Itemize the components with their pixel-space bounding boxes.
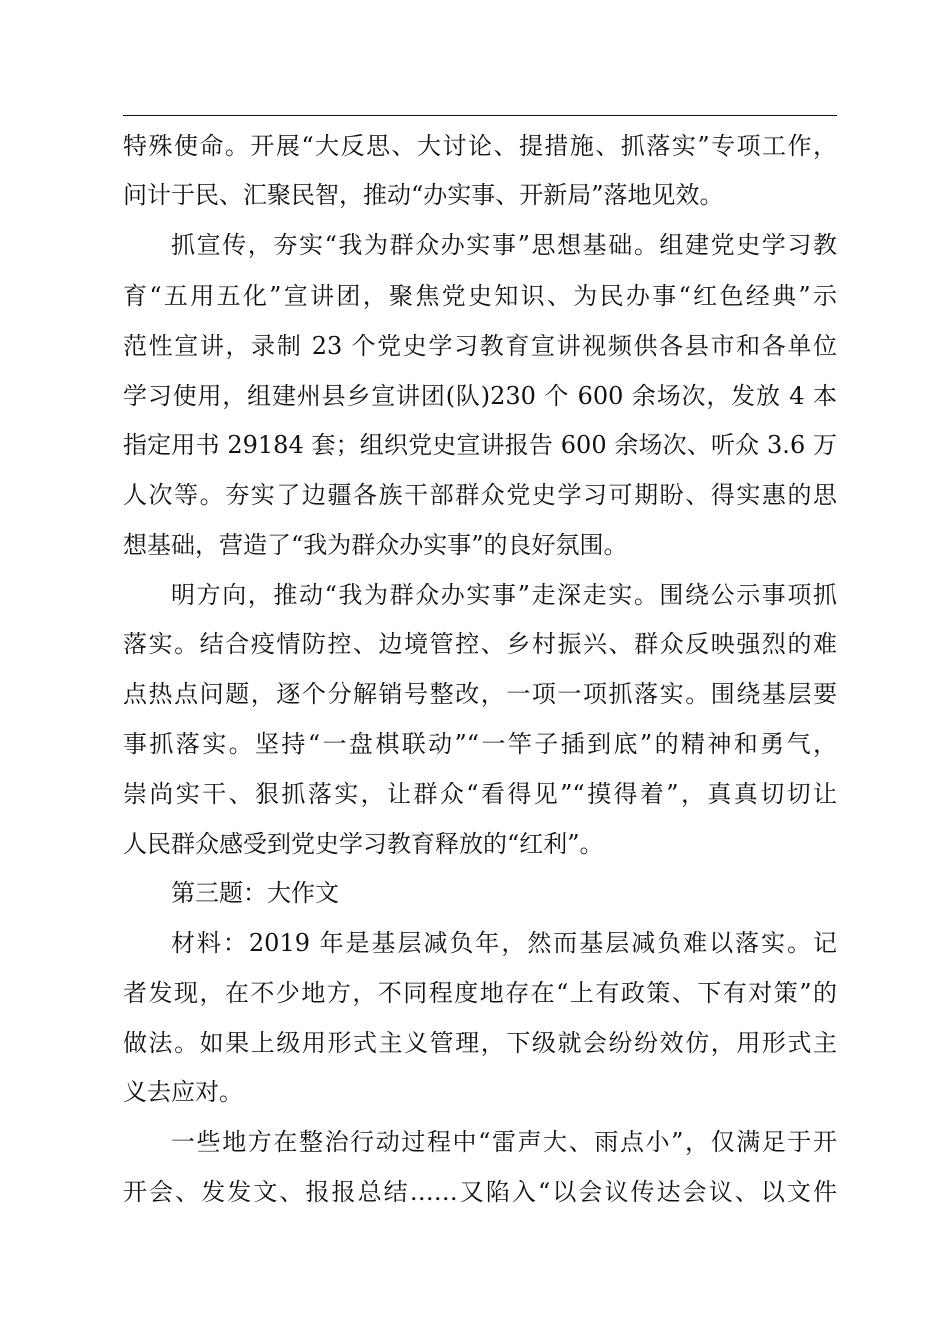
text-line: 点热点问题，逐个分解销号整改，一项一项抓落实。围绕基层要: [123, 680, 837, 708]
text-line: 人次等。夯实了边疆各族干部群众党史学习可期盼、得实惠的思: [123, 481, 837, 509]
text-line: 崇尚实干、狠抓落实，让群众“看得见”“摸得着”，真真切切让: [123, 780, 837, 808]
text-line: 落实。结合疫情防控、边境管控、乡村振兴、群众反映强烈的难: [123, 630, 837, 658]
text-line: 问计于民、汇聚民智，推动“办实事、开新局”落地见效。: [123, 181, 724, 209]
text-line: 人民群众感受到党史学习教育释放的“红利”。: [123, 830, 604, 858]
text-line: 范性宣讲，录制 23 个党史学习教育宣讲视频供各县市和各单位: [123, 332, 837, 360]
text-line: 者发现，在不少地方，不同程度地存在“上有政策、下有对策”的: [123, 979, 837, 1007]
text-line: 开会、发发文、报报总结……又陷入“以会议传达会议、以文件: [123, 1178, 837, 1206]
text-line: 义去应对。: [123, 1078, 243, 1106]
text-line: 做法。如果上级用形式主义管理，下级就会纷纷效仿，用形式主: [123, 1029, 837, 1057]
text-line: 学习使用，组建州县乡宣讲团(队)230 个 600 余场次，发放 4 本: [123, 382, 837, 410]
text-line: 指定用书 29184 套；组织党史宣讲报告 600 余场次、听众 3.6 万: [123, 431, 837, 459]
paragraph-first-line: 材料：2019 年是基层减负年，然而基层减负难以落实。记: [171, 929, 837, 957]
section-heading: 第三题：大作文: [171, 879, 339, 907]
text-line: 事抓落实。坚持“一盘棋联动”“一竿子插到底”的精神和勇气，: [123, 730, 837, 758]
paragraph-first-line: 抓宣传，夯实“我为群众办实事”思想基础。组建党史学习教: [171, 231, 837, 259]
paragraph-first-line: 一些地方在整治行动过程中“雷声大、雨点小”，仅满足于开: [171, 1128, 837, 1156]
text-line: 想基础，营造了“我为群众办实事”的良好氛围。: [123, 531, 628, 559]
text-line: 育“五用五化”宣讲团，聚焦党史知识、为民办事“红色经典”示: [123, 282, 837, 310]
paragraph-first-line: 明方向，推动“我为群众办实事”走深走实。围绕公示事项抓: [171, 581, 837, 609]
text-line: 特殊使命。开展“大反思、大讨论、提措施、抓落实”专项工作，: [123, 132, 837, 160]
header-rule: [123, 115, 837, 116]
